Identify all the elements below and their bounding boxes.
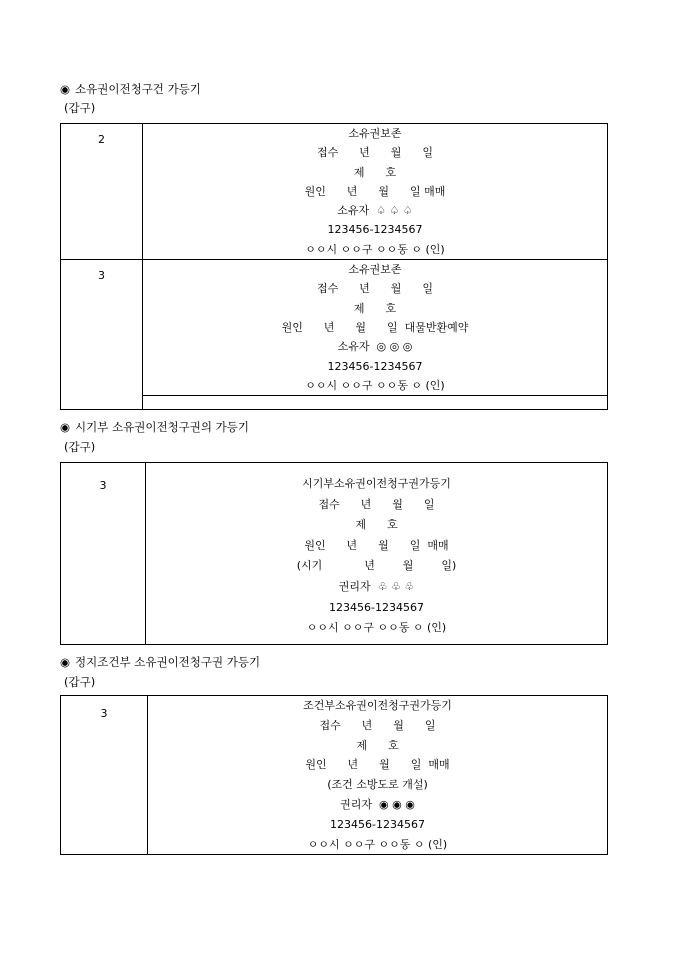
- table-row-empty: [61, 396, 608, 410]
- entry-line-cause: 원인 년 월 일 대물반환예약: [281, 320, 469, 334]
- section-1-title: [60, 81, 201, 97]
- entry-line-number: 제 호: [353, 165, 397, 179]
- entry-line-owner: 소유자 ♤ ♤ ♤: [337, 204, 413, 218]
- entry-line-address: ㅇㅇ시 ㅇㅇ구 ㅇㅇ동 ㅇ (인): [307, 837, 448, 851]
- entry-content: [143, 260, 608, 396]
- empty-cell: [143, 396, 608, 410]
- entry-line-address: ㅇㅇ시 ㅇㅇ구 ㅇㅇ동 ㅇ (인): [305, 242, 445, 256]
- section-1-bullet-icon: ◉: [60, 82, 71, 96]
- entry-line-receipt: 접수 년 월 일: [316, 146, 434, 160]
- entry-line-number: 제 호: [355, 518, 398, 532]
- entry-line-holder: 권리자 ♧ ♧ ♧: [338, 579, 415, 593]
- entry-line-owner: 소유자 ◎ ◎ ◎: [337, 340, 413, 354]
- section-2-bullet-icon: ◉: [60, 420, 71, 434]
- section-1-title-text: 소유권이전청구건 가등기: [75, 82, 201, 96]
- entry-line-condition: (조건 소방도로 개설): [327, 778, 428, 792]
- section-2-table: [60, 462, 608, 645]
- entry-line-term: (시기 년 월 일): [296, 559, 457, 573]
- table-row: [61, 463, 608, 645]
- section-2-title-text: 시기부 소유권이전청구권의 가등기: [75, 420, 249, 434]
- entry-line-id-number: 123456-1234567: [329, 600, 424, 614]
- entry-line-address: ㅇㅇ시 ㅇㅇ구 ㅇㅇ동 ㅇ (인): [306, 621, 447, 635]
- entry-line-id-number: 123456-1234567: [330, 817, 425, 831]
- entry-number: 3: [61, 696, 148, 855]
- entry-number: 3: [61, 463, 146, 645]
- table-row: [61, 124, 608, 260]
- entry-line-cause: 원인 년 월 일 매매: [305, 758, 450, 772]
- entry-line-receipt: 접수 년 월 일: [316, 282, 434, 296]
- entry-number: 2: [61, 124, 143, 260]
- table-row: [61, 696, 608, 855]
- section-3-bullet-icon: ◉: [60, 655, 71, 669]
- section-2-title: [60, 419, 249, 435]
- section-3-title-text: 정지조건부 소유권이전청구권 가등기: [75, 655, 261, 669]
- section-2-subtitle: (갑구): [64, 440, 96, 454]
- entry-line-address: ㅇㅇ시 ㅇㅇ구 ㅇㅇ동 ㅇ (인): [305, 378, 445, 392]
- entry-content: [148, 696, 608, 855]
- table-row: [61, 260, 608, 396]
- section-3-table: [60, 695, 608, 855]
- entry-line-id-number: 123456-1234567: [327, 223, 423, 237]
- section-1-table: [60, 123, 608, 410]
- entry-content: [143, 124, 608, 260]
- section-3-subtitle: (갑구): [64, 675, 96, 689]
- entry-content: [146, 463, 608, 645]
- section-1-subtitle: (갑구): [64, 101, 96, 115]
- entry-line-number: 제 호: [353, 301, 397, 315]
- entry-line-purpose: 시기부소유권이전청구권가등기: [302, 477, 451, 490]
- entry-line-receipt: 접수 년 월 일: [318, 497, 435, 511]
- entry-line-holder: 권리자 ◉ ◉ ◉: [340, 797, 415, 811]
- section-3-title: [60, 654, 260, 670]
- entry-line-number: 제 호: [356, 738, 399, 752]
- entry-line-receipt: 접수 년 월 일: [319, 718, 436, 732]
- entry-number: 3: [61, 260, 143, 410]
- entry-line-id-number: 123456-1234567: [327, 359, 423, 373]
- entry-line-cause: 원인 년 월 일 매매: [304, 538, 449, 552]
- entry-line-purpose: 소유권보존: [348, 127, 402, 140]
- entry-line-cause: 원인 년 월 일 매매: [304, 184, 446, 198]
- entry-line-purpose: 소유권보존: [348, 263, 402, 277]
- entry-line-purpose: 조건부소유권이전청구권가등기: [303, 699, 452, 712]
